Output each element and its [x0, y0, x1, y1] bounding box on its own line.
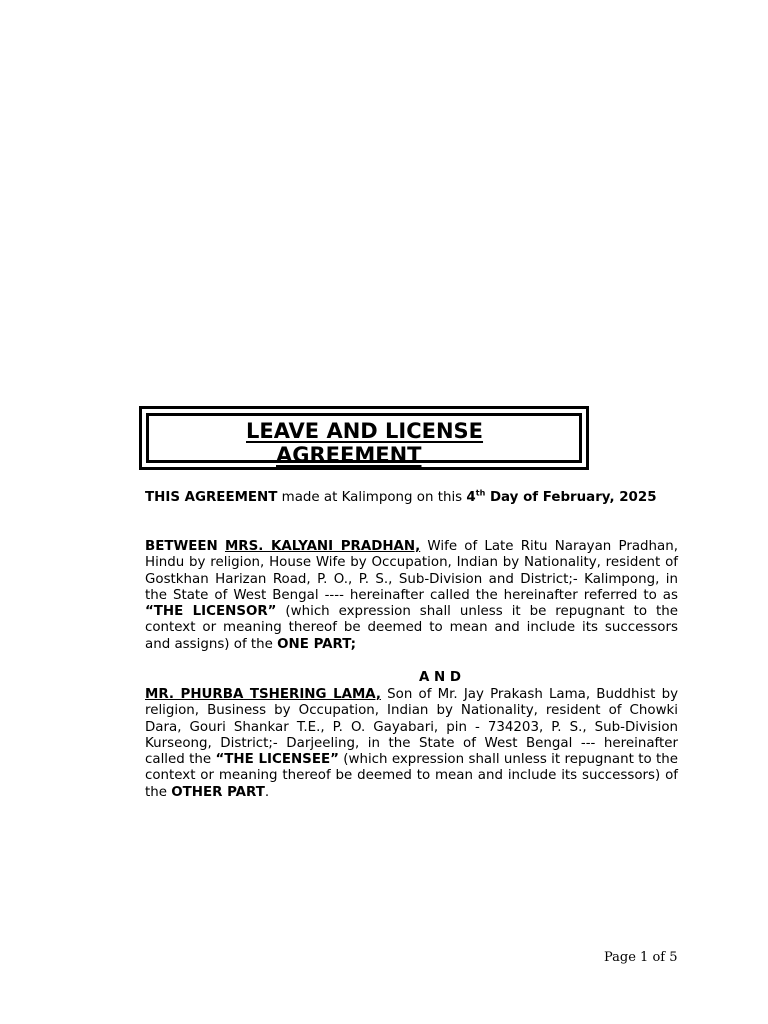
intro-lead: THIS AGREEMENT: [145, 490, 278, 505]
licensor-text-2: (which expression shall unless it be repugnant to the context or meaning thereof be deemed to mean and include its successors and assigns) of the: [145, 604, 678, 652]
page-number: Page 1 of 5: [604, 950, 678, 965]
licensee-name: MR. PHURBA TSHERING LAMA,: [145, 687, 381, 702]
licensee-end: .: [264, 784, 270, 800]
intro-text: made at Kalimpong on this: [277, 490, 467, 505]
intro-date-rest: Day of February, 2025: [485, 490, 657, 505]
licensee-role: “THE LICENSEE”: [215, 752, 339, 768]
licensor-role: “THE LICENSOR”: [145, 604, 277, 620]
licensor-part: ONE PART;: [277, 636, 356, 652]
licensor-name: MRS. KALYANI PRADHAN,: [224, 539, 421, 554]
and-separator: A N D: [418, 670, 461, 685]
intro-day-number: 4: [466, 490, 476, 505]
licensee-text-2: (which expression shall unless it repugnant to the context or meaning thereof be deemed to mean and include its successors) of the: [145, 752, 678, 800]
licensor-text-1: Wife of Late Ritu Narayan Pradhan, Hindu by religion, House Wife by Occupation, Indian by Nationality, resident of Gostkhan Harizan Road, P. O., P. S., Sub-Division and District;- Kalimpong, in the State of West Bengal ---- hereinafter called the hereinafter referred to as: [145, 539, 678, 603]
intro-date: [466, 490, 656, 505]
licensor-lead: BETWEEN: [145, 539, 218, 554]
title-line-2: AGREEMENT: [276, 443, 422, 467]
title-line-1: LEAVE AND LICENSE: [246, 419, 484, 443]
licensee-paragraph: [145, 687, 678, 801]
licensee-text-1: Son of Mr. Jay Prakash Lama, Buddhist by religion, Business by Occupation, Indian by Nationality, resident of Chowki Dara, Gouri Shankar T.E., P. O. Gayabari, pin - 734203, P. S., Sub-Division Kurseong, District;- Darjeeling, in the State of West Bengal --- hereinafter called the: [145, 687, 678, 768]
intro-paragraph: [145, 490, 678, 506]
intro-day-suffix: th: [475, 488, 486, 498]
licensee-part: OTHER PART: [171, 784, 265, 800]
title-box: [139, 406, 589, 470]
title-inner-border: [146, 413, 582, 467]
licensor-paragraph: [145, 539, 678, 653]
